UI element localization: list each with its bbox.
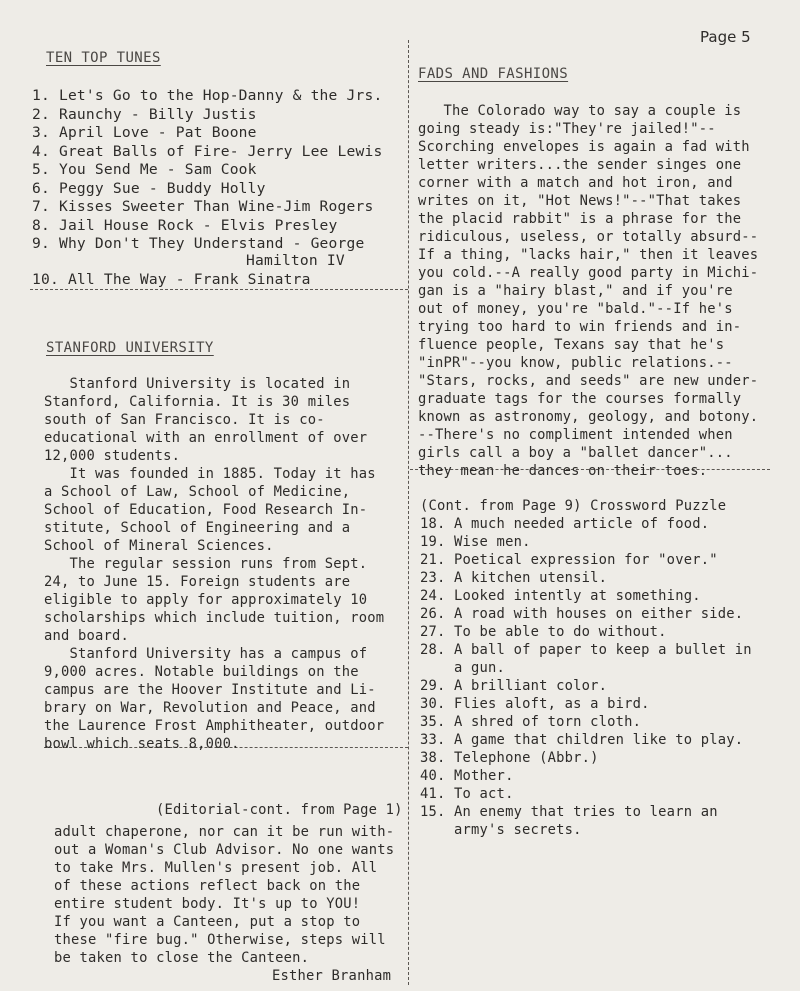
article-line: ridiculous, useless, or totally absurd-- [418, 229, 759, 245]
list-item: 4. Great Balls of Fire- Jerry Lee Lewis [32, 143, 383, 160]
article-line: of these actions reflect back on the [54, 878, 361, 894]
article-line: adult chaperone, nor can it be run with- [54, 824, 395, 840]
article-line: educational with an enrollment of over [44, 430, 368, 446]
article-line: be taken to close the Canteen. [54, 950, 310, 966]
article-line: south of San Francisco. It is co- [44, 412, 325, 428]
article-line: graduate tags for the courses formally [418, 391, 742, 407]
list-item: a gun. [454, 660, 506, 676]
column-divider [408, 40, 409, 985]
article-line: the Laurence Frost Amphitheater, outdoor [44, 718, 385, 734]
list-item: 30. Flies aloft, as a bird. [420, 696, 650, 712]
article-line: Scorching envelopes is again a fad with [418, 139, 750, 155]
article-line: --There's no compliment intended when [418, 427, 733, 443]
article-line: entire student body. It's up to YOU! [54, 896, 361, 912]
list-item: 26. A road with houses on either side. [420, 606, 744, 622]
list-item: 29. A brilliant color. [420, 678, 608, 694]
list-item: 7. Kisses Sweeter Than Wine-Jim Rogers [32, 198, 374, 215]
list-item: 9. Why Don't They Understand - George [32, 235, 365, 252]
list-item: 8. Jail House Rock - Elvis Presley [32, 217, 338, 234]
article-line: School of Education, Food Research In- [44, 502, 368, 518]
list-item: 23. A kitchen utensil. [420, 570, 608, 586]
article-line: campus are the Hoover Institute and Li- [44, 682, 376, 698]
list-item: Hamilton IV [246, 252, 345, 269]
list-item: 21. Poetical expression for "over." [420, 552, 718, 568]
list-item: 24. Looked intently at something. [420, 588, 701, 604]
list-item: 33. A game that children like to play. [420, 732, 744, 748]
article-line: bowl which seats 8,000. [44, 736, 240, 752]
list-item: 38. Telephone (Abbr.) [420, 750, 599, 766]
list-item: 27. To be able to do without. [420, 624, 667, 640]
article-line: 12,000 students. [44, 448, 181, 464]
article-line: out a Woman's Club Advisor. No one wants [54, 842, 395, 858]
list-item: 19. Wise men. [420, 534, 531, 550]
article-line: known as astronomy, geology, and botony. [418, 409, 759, 425]
list-item: 10. All The Way - Frank Sinatra [32, 271, 311, 288]
article-line: Stanford University has a campus of [44, 646, 368, 662]
list-item: 1. Let's Go to the Hop-Danny & the Jrs. [32, 87, 383, 104]
stanford-heading: STANFORD UNIVERSITY [46, 340, 214, 356]
article-line: and board. [44, 628, 130, 644]
article-line: eligible to apply for approximately 10 [44, 592, 368, 608]
fads-heading: FADS AND FASHIONS [418, 66, 569, 82]
list-item: 5. You Send Me - Sam Cook [32, 161, 257, 178]
editorial-signature: Esther Branham [272, 968, 392, 984]
crossword-title: (Cont. from Page 9) Crossword Puzzle [420, 498, 727, 514]
editorial-title: (Editorial-cont. from Page 1) [156, 802, 403, 818]
article-line: stitute, School of Engineering and a [44, 520, 351, 536]
article-line: Stanford University is located in [44, 376, 351, 392]
article-line: scholarships which include tuition, room [44, 610, 385, 626]
list-item: 2. Raunchy - Billy Justis [32, 106, 257, 123]
article-line: fluence people, Texans say that he's [418, 337, 725, 353]
article-line: School of Mineral Sciences. [44, 538, 274, 554]
top-tunes-heading: TEN TOP TUNES [46, 50, 161, 66]
list-item: 28. A ball of paper to keep a bullet in [420, 642, 752, 658]
article-line: brary on War, Revolution and Peace, and [44, 700, 376, 716]
article-line: If a thing, "lacks hair," then it leaves [418, 247, 759, 263]
article-line: corner with a match and hot iron, and [418, 175, 733, 191]
article-line: It was founded in 1885. Today it has [44, 466, 376, 482]
list-item: 35. A shred of torn cloth. [420, 714, 642, 730]
article-line: The regular session runs from Sept. [44, 556, 368, 572]
article-line: girls call a boy a "ballet dancer"... [418, 445, 733, 461]
article-line: letter writers...the sender singes one [418, 157, 742, 173]
list-item: 6. Peggy Sue - Buddy Holly [32, 180, 266, 197]
article-line: these "fire bug." Otherwise, steps will [54, 932, 386, 948]
article-line: out of money, you're "bald."--If he's [418, 301, 733, 317]
article-line: trying too hard to win friends and in- [418, 319, 742, 335]
article-line: 9,000 acres. Notable buildings on the [44, 664, 359, 680]
list-item: 18. A much needed article of food. [420, 516, 710, 532]
article-line: a School of Law, School of Medicine, [44, 484, 351, 500]
article-line: you cold.--A really good party in Michi- [418, 265, 759, 281]
article-line: they mean he dances on their toes. [418, 463, 708, 479]
list-item: 41. To act. [420, 786, 514, 802]
list-item: 40. Mother. [420, 768, 514, 784]
article-line: going steady is:"They're jailed!"-- [418, 121, 716, 137]
article-line: Stanford, California. It is 30 miles [44, 394, 351, 410]
list-item: 15. An enemy that tries to learn an [420, 804, 718, 820]
article-line: writes on it, "Hot News!"--"That takes [418, 193, 742, 209]
page-number: Page 5 [700, 28, 751, 46]
list-item: 3. April Love - Pat Boone [32, 124, 257, 141]
article-line: 24, to June 15. Foreign students are [44, 574, 351, 590]
list-item: army's secrets. [454, 822, 582, 838]
article-line: the placid rabbit" is a phrase for the [418, 211, 742, 227]
article-line: If you want a Canteen, put a stop to [54, 914, 361, 930]
article-line: The Colorado way to say a couple is [418, 103, 742, 119]
article-line: "inPR"--you know, public relations.-- [418, 355, 733, 371]
article-line: gan is a "hairy blast," and if you're [418, 283, 733, 299]
article-line: to take Mrs. Mullen's present job. All [54, 860, 378, 876]
article-line: "Stars, rocks, and seeds" are new under- [418, 373, 759, 389]
